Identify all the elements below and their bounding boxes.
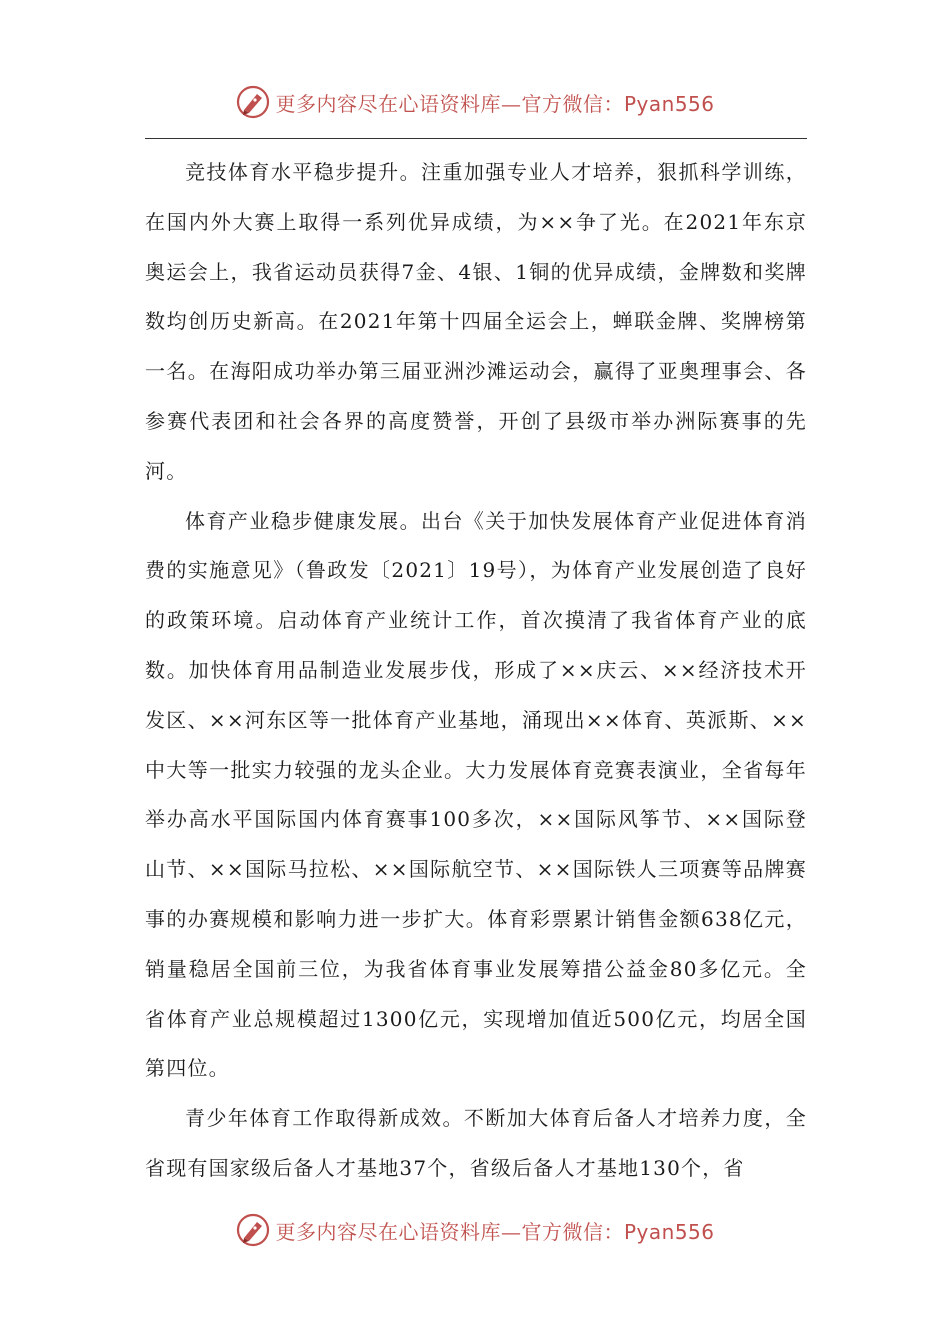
header-watermark-inner bbox=[235, 84, 714, 120]
footer-watermark-inner bbox=[235, 1212, 714, 1248]
header-watermark bbox=[0, 84, 950, 120]
document-body bbox=[145, 148, 807, 1194]
paragraph-competitive-sports: 竞技体育水平稳步提升。注重加强专业人才培养，狠抓科学训练，在国内外大赛上取得一系列优异成绩，为××争了光。在2021年东京奥运会上，我省运动员获得7金、4银、1铜的优异成绩，金牌数和奖牌数均创历史新高。在2021年第十四届全运会上，蝉联金牌、奖牌榜第一名。在海阳成功举办第三届亚洲沙滩运动会，赢得了亚奥理事会、各参赛代表团和社会各界的高度赞誉，开创了县级市举办洲际赛事的先河。 bbox=[145, 160, 807, 483]
footer-wechat-id: Pyan556 bbox=[623, 1219, 715, 1244]
header-watermark-text: 更多内容尽在心语资料库—官方微信：Pyan556 bbox=[275, 91, 715, 116]
footer-watermark-text: 更多内容尽在心语资料库—官方微信：Pyan556 bbox=[275, 1219, 715, 1244]
footer-watermark bbox=[0, 1212, 950, 1248]
pen-nib-logo-icon bbox=[235, 84, 271, 120]
pen-nib-logo-icon bbox=[235, 1212, 271, 1248]
header-wechat-id: Pyan556 bbox=[623, 91, 715, 116]
paragraph-youth-sports: 青少年体育工作取得新成效。不断加大体育后备人才培养力度，全省现有国家级后备人才基地37个，省级后备人才基地130个，省 bbox=[145, 1106, 807, 1180]
paragraph-sports-industry: 体育产业稳步健康发展。出台《关于加快发展体育产业促进体育消费的实施意见》（鲁政发〔2021〕19号），为体育产业发展创造了良好的政策环境。启动体育产业统计工作，首次摸清了我省体育产业的底数。加快体育用品制造业发展步伐，形成了××庆云、××经济技术开发区、××河东区等一批体育产业基地，涌现出××体育、英派斯、××中大等一批实力较强的龙头企业。大力发展体育竞赛表演业，全省每年举办高水平国际国内体育赛事100多次，××国际风筝节、××国际登山节、××国际马拉松、××国际航空节、××国际铁人三项赛等品牌赛事的办赛规模和影响力进一步扩大。体育彩票累计销售金额638亿元，销量稳居全国前三位，为我省体育事业发展筹措公益金80多亿元。全省体育产业总规模超过1300亿元，实现增加值近500亿元，均居全国第四位。 bbox=[145, 508, 807, 1081]
header-divider bbox=[145, 138, 807, 139]
